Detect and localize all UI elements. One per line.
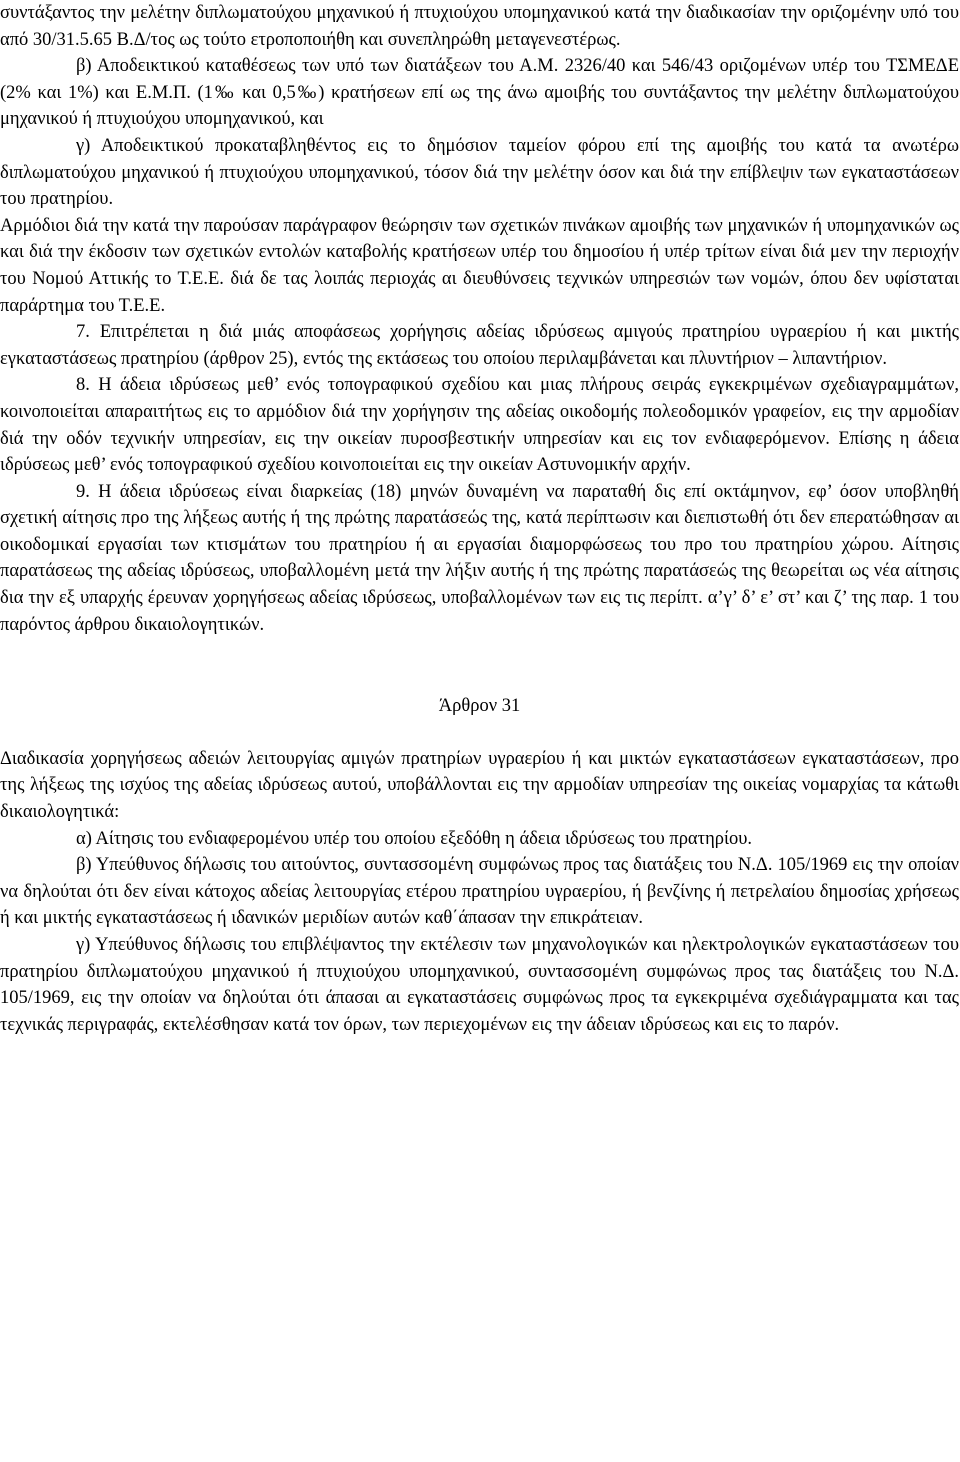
article-heading: Άρθρον 31	[438, 696, 521, 717]
paragraph: α) Αίτησις του ενδιαφερομένου υπέρ του οποίου εξεδόθη η άδεια ιδρύσεως του πρατηρίου.	[76, 828, 752, 849]
paragraph: γ) Υπεύθυνος δήλωσις του επιβλέψαντος την εκτέλεσιν των μηχανολογικών και ηλεκτρολογικών εγκαταστάσεων του πρατηρίου διπλωματούχου μηχανικού ή πτυχιούχου υπομηχανικού, συντασσομένη συμφώνως προς τας διατάξεις του Ν.Δ. 105/1969, εις την οποίαν να δηλούται ότι άπασαι αι εγκαταστάσεις συμφώνως προς τα εγκεκριμένα σχεδιάγραμματα και τας τεχνικάς περιγραφάς, εκτελέσθησαν κατά τον όρων, των περιεχομένων εις την άδειαν ιδρύσεως και εις το παρόν.	[0, 935, 959, 1035]
paragraph: 9. Η άδεια ιδρύσεως είναι διαρκείας (18) μηνών δυναμένη να παραταθή δις επί οκτάμηνον, εφ’ όσον υποβληθή σχετική αίτησις προ της λήξεως αυτής ή της πρώτης παρατάσεώς της, κατά περίπτωσιν και διεπιστωθή ότι δεν επερατώθησαν αι οικοδομικαί εργασίαι των κτισμάτων του πρατηρίου ή αι εργασίαι διαμορφώσεως του προ του πρατηρίου χώρου. Αίτησις παρατάσεως της αδείας ιδρύσεως, υποβαλλομένη μετά την λήξιν αυτής ή της πρώτης παρατάσεώς της θεωρείται ως νέα αίτησις δια την εξ υπαρχής έρευναν χορηγήσεως αδείας ιδρύσεως, υποβαλλομένων των εις τις περίπτ. α’γ’ δ’ ε’ στ’ και ζ’ της παρ. 1 του παρόντος άρθρου δικαιολογητικών.	[0, 481, 959, 635]
paragraph: γ) Αποδεικτικού προκαταβληθέντος εις το δημόσιον ταμείον φόρου επί της αμοιβής του κατά τα ανωτέρω διπλωματούχου μηχανικού ή πτυχιούχου υπομηχανικού, τόσον διά την μελέτην όσον και διά την επίβλεψιν των εγκαταστάσεων του πρατηρίου.	[0, 135, 959, 210]
paragraph: β) Υπεύθυνος δήλωσις του αιτούντος, συντασσομένη συμφώνως προς τας διατάξεις του Ν.Δ. 105/1969 εις την οποίαν να δηλούται ότι δεν είναι κάτοχος αδείας λειτουργίας ετέρου πρατηρίου υγραερίου, ή βενζίνης ή πετρελαίου δημοσίας χρήσεως ή και μικτής εγκαταστάσεως ή ιδανικών μεριδίων αυτών καθ΄άπασαν την επικράτειαν.	[0, 855, 959, 929]
paragraph: Αρμόδιοι διά την κατά την παρούσαν παράγραφον θεώρησιν των σχετικών πινάκων αμοιβής των μηχανικών ή υπομηχανικών ως και διά την έκδοσιν των σχετικών εντολών καταβολής κρατήσεων υπέρ του δημοσίου ή υπέρ τρίτων είναι διά μεν την περιοχήν του Νομού Αττικής το Τ.Ε.Ε. διά δε τας λοιπάς περιοχάς αι διευθύνσεις τεχνικών υπηρεσιών των νομών, όπου δεν υφίσταται παράρτημα του Τ.Ε.Ε.	[0, 215, 959, 316]
paragraph: συντάξαντος την μελέτην διπλωματούχου μηχανικού ή πτυχιούχου υπομηχανικού κατά την διαδικασίαν την οριζομένην υπό του από 30/31.5.65 Β.Δ/τος ως τούτο ετροποποιήθη και συνεπληρώθη μεταγενεστέρως.	[0, 3, 959, 50]
paragraph: 8. Η άδεια ιδρύσεως μεθ’ ενός τοπογραφικού σχεδίου και μιας πλήρους σειράς εγκεκριμένων σχεδιαγραμμάτων, κοινοποιείται απαραιτήτως εις το αρμόδιον διά την χορήγησιν της αδείας οικοδομής πολεοδομικόν γραφείον, εις την αρμοδίαν διά την οδόν τεχνικήν υπηρεσίαν, εις την οικείαν πυροσβεστικήν υπηρεσίαν και εις τον ενδιαφερόμενον. Επίσης η άδεια ιδρύσεως μεθ’ ενός τοπογραφικού σχεδίου κοινοποιείται εις την οικείαν Αστυνομικήν αρχήν.	[0, 375, 959, 476]
paragraph: 7. Επιτρέπεται η διά μιάς αποφάσεως χορήγησις αδείας ιδρύσεως αμιγούς πρατηρίου υγραερίου ή και μικτής εγκαταστάσεως πρατηρίου (άρθρον 25), εντός της εκτάσεως του οποίου περιλαμβάνεται και πλυντήριον – λιπαντήριον.	[0, 322, 959, 369]
spacer	[0, 720, 959, 746]
paragraph: β) Αποδεικτικού καταθέσεως των υπό των διατάξεων του Α.Μ. 2326/40 και 546/43 οριζομένων υπέρ του ΤΣΜΕΔΕ (2% και 1%) και Ε.Μ.Π. (1‰ και 0,5‰) κρατήσεων επί ως της άνω αμοιβής του συντάξαντος την μελέτην διπλωματούχου μηχανικού ή πτυχιούχου υπομηχανικού, και	[0, 56, 959, 130]
paragraph: Διαδικασία χορηγήσεως αδειών λειτουργίας αμιγών πρατηρίων υγραερίου ή και μικτών εγκαταστάσεων εγκαταστάσεων, προ της λήξεως της ισχύος της αδείας ιδρύσεως αυτού, υποβάλλονται εις την αρμοδίαν υπηρεσίαν της οικείας νομαρχίας τα κάτωθι δικαιολογητικά:	[0, 748, 959, 823]
spacer	[0, 638, 959, 693]
